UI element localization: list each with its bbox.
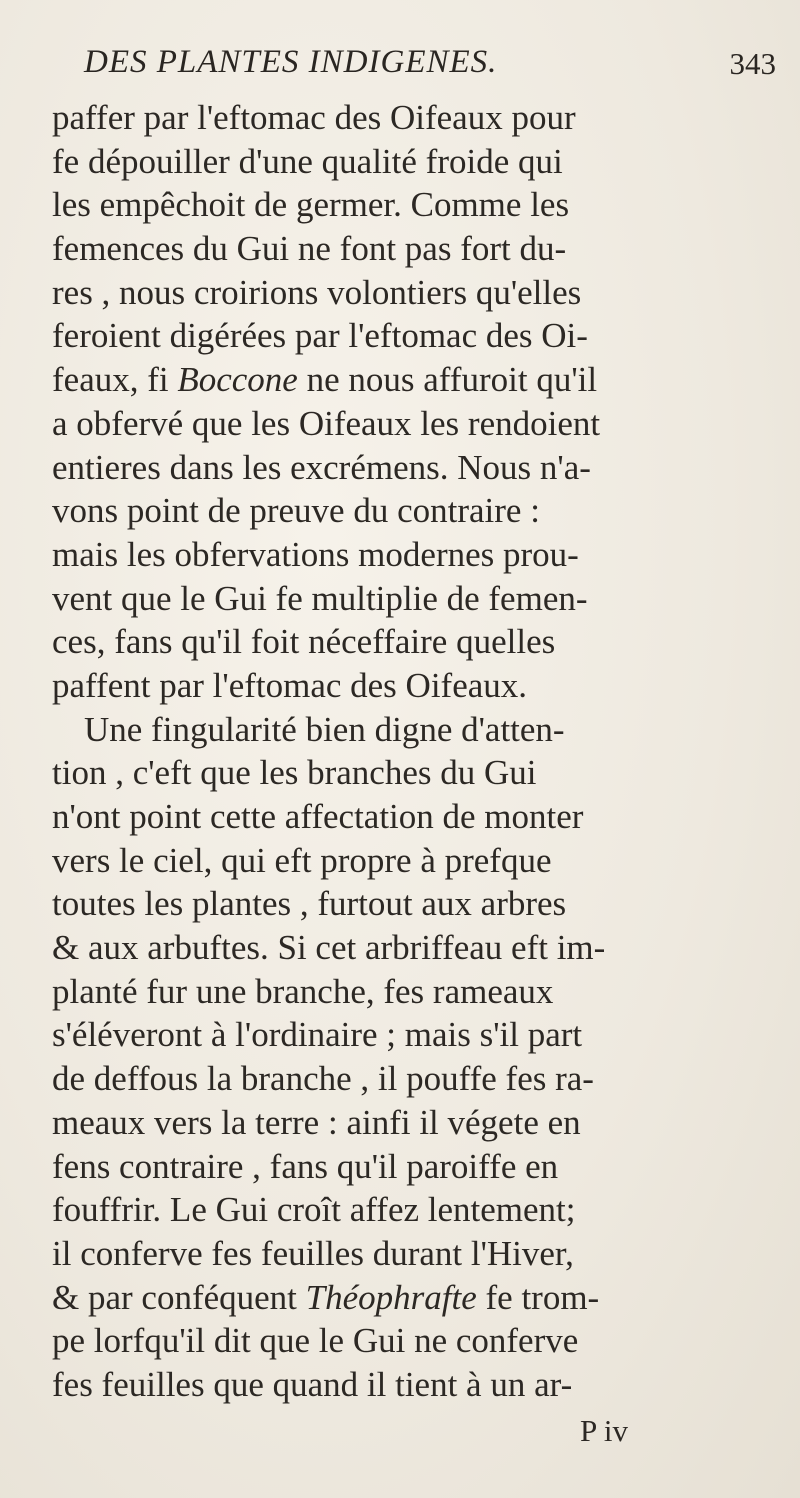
- text-segment: Une fingularité bien digne d'atten-: [84, 709, 565, 749]
- text-segment: vons point de preuve du contraire :: [52, 491, 540, 531]
- text-segment: pe lorfqu'il dit que le Gui ne conferve: [52, 1321, 579, 1361]
- text-line: [52, 577, 792, 621]
- text-line: [52, 227, 792, 271]
- text-segment: feroient digérées par l'eftomac des Oi-: [52, 316, 588, 356]
- italic-name: Théophrafte: [305, 1277, 477, 1317]
- text-line: [52, 140, 792, 184]
- text-line: [52, 314, 792, 358]
- text-segment: meaux vers la terre : ainfi il végete en: [52, 1102, 581, 1142]
- text-segment: vers le ciel, qui eft propre à prefque: [52, 840, 552, 880]
- text-segment: mais les obfervations modernes prou-: [52, 534, 579, 574]
- text-segment: paffer par l'eftomac des Oifeaux pour: [52, 98, 576, 137]
- text-line: [52, 1276, 792, 1320]
- text-segment: entieres dans les excrémens. Nous n'a-: [52, 447, 591, 487]
- text-line: [52, 446, 792, 490]
- text-line: [52, 664, 792, 708]
- italic-name: Boccone: [177, 360, 298, 400]
- text-segment: s'éléveront à l'ordinaire ; mais s'il part: [52, 1015, 583, 1055]
- text-line: [52, 1013, 792, 1057]
- text-line: [52, 402, 792, 446]
- text-segment: fouffrir. Le Gui croît affez lentement;: [52, 1190, 576, 1230]
- text-line: [52, 1101, 792, 1145]
- text-line: [52, 882, 792, 926]
- text-line: [52, 1232, 792, 1276]
- text-segment: n'ont point cette affectation de monter: [52, 797, 584, 836]
- text-line: [52, 839, 792, 883]
- body-text: [52, 96, 792, 1407]
- text-line: [52, 1145, 792, 1189]
- text-line: [52, 1363, 792, 1407]
- text-segment: tion , c'eft que les branches du Gui: [52, 753, 537, 793]
- text-line: [52, 183, 792, 227]
- text-segment: feaux, fi: [52, 360, 178, 400]
- text-line: [52, 970, 792, 1014]
- text-line: [52, 751, 792, 795]
- text-segment: femences du Gui ne font pas fort du-: [52, 229, 567, 269]
- text-segment: toutes les plantes , furtout aux arbres: [52, 884, 567, 924]
- page-number: 343: [729, 46, 776, 81]
- text-segment: fens contraire , fans qu'il paroiffe en: [52, 1146, 559, 1186]
- text-segment: fe trom-: [476, 1277, 600, 1317]
- running-title: DES PLANTES INDIGENES.: [84, 44, 498, 80]
- text-line: [52, 271, 792, 315]
- text-line: [52, 96, 792, 140]
- page-header: [78, 44, 778, 92]
- text-segment: planté fur une branche, fes rameaux: [52, 971, 554, 1011]
- text-line: [52, 795, 792, 839]
- text-segment: a obfervé que les Oifeaux les rendoient: [52, 403, 601, 443]
- text-segment: & par conféquent: [52, 1277, 306, 1317]
- text-segment: ces, fans qu'il foit néceffaire quelles: [52, 622, 556, 662]
- text-line: [52, 926, 792, 970]
- text-line: [52, 708, 792, 752]
- text-segment: les empêchoit de germer. Comme les: [52, 185, 570, 225]
- text-segment: fes feuilles que quand il tient à un ar-: [52, 1364, 573, 1404]
- text-segment: de deffous la branche , il pouffe fes ra-: [52, 1059, 594, 1099]
- signature-mark: P iv: [580, 1413, 628, 1448]
- text-segment: il conferve fes feuilles durant l'Hiver,: [52, 1233, 574, 1273]
- text-line: [52, 1057, 792, 1101]
- text-segment: fe dépouiller d'une qualité froide qui: [52, 141, 563, 181]
- text-segment: res , nous croirions volontiers qu'elles: [52, 272, 582, 312]
- text-line: [52, 1319, 792, 1363]
- text-segment: vent que le Gui fe multiplie de femen-: [52, 578, 588, 618]
- text-line: [52, 1188, 792, 1232]
- text-segment: & aux arbuftes. Si cet arbriffeau eft im-: [52, 928, 606, 968]
- text-line: [52, 489, 792, 533]
- text-line: [52, 533, 792, 577]
- text-line: [52, 358, 792, 402]
- text-segment: paffent par l'eftomac des Oifeaux.: [52, 665, 528, 705]
- text-line: [52, 620, 792, 664]
- text-segment: ne nous affuroit qu'il: [297, 360, 598, 400]
